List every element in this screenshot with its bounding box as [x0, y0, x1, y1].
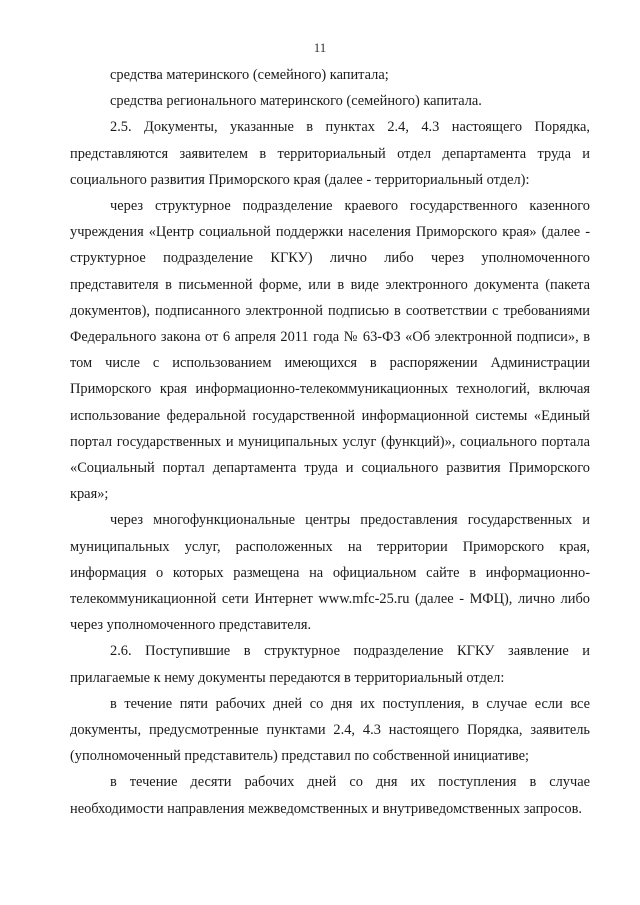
- paragraph-maternal-capital: средства материнского (семейного) капитала;: [110, 67, 389, 83]
- page-number: 11: [313, 40, 327, 55]
- paragraph-via-mfc: через многофункциональные центры предоставления государственных и муниципальных услуг, расположенных на территории Приморского края, информация о которых размещена на официальном сайте в информационно-телекоммуникационной сети Интернет www.mfc-25.ru (далее - МФЦ), лично либо через уполномоченного представителя.: [70, 512, 590, 634]
- document-body: [70, 62, 590, 822]
- paragraph-via-kgku: через структурное подразделение краевого государственного казенного учреждения «Центр социальной поддержки населения Приморского края» (далее - структурное подразделение КГКУ) лично либо через уполномоченного представителя в письменной форме, или в виде электронного документа (пакета документов), подписанного электронной подписью в соответствии с требованиями Федерального закона от 6 апреля 2011 года № 63-ФЗ «Об электронной подписи», в том числе с использованием имеющихся в распоряжении Администрации Приморского края информационно-телекоммуникационных технологий, включая использование федеральной государственной информационной системы «Единый портал государственных и муниципальных услуг (функций)», социального портала «Социальный портал департамента труда и социального развития Приморского края»;: [70, 198, 590, 503]
- paragraph-regional-maternal-capital: средства регионального материнского (семейного) капитала.: [110, 93, 482, 110]
- paragraph-ten-days: в течение десяти рабочих дней со дня их поступления в случае необходимости направления межведомственных и внутриведомственных запросов.: [70, 774, 590, 817]
- paragraph-2-6: 2.6. Поступившие в структурное подразделение КГКУ заявление и прилагаемые к нему документы передаются в территориальный отдел:: [70, 643, 590, 686]
- paragraph-five-days: в течение пяти рабочих дней со дня их поступления, в случае если все документы, предусмотренные пунктами 2.4, 4.3 настоящего Порядка, заявитель (уполномоченный представитель) представил по собственной инициативе;: [70, 695, 590, 765]
- paragraph-2-5: 2.5. Документы, указанные в пунктах 2.4, 4.3 настоящего Порядка, представляются заявителем в территориальный отдел департамента труда и социального развития Приморского края (далее - территориальный отдел):: [70, 119, 590, 188]
